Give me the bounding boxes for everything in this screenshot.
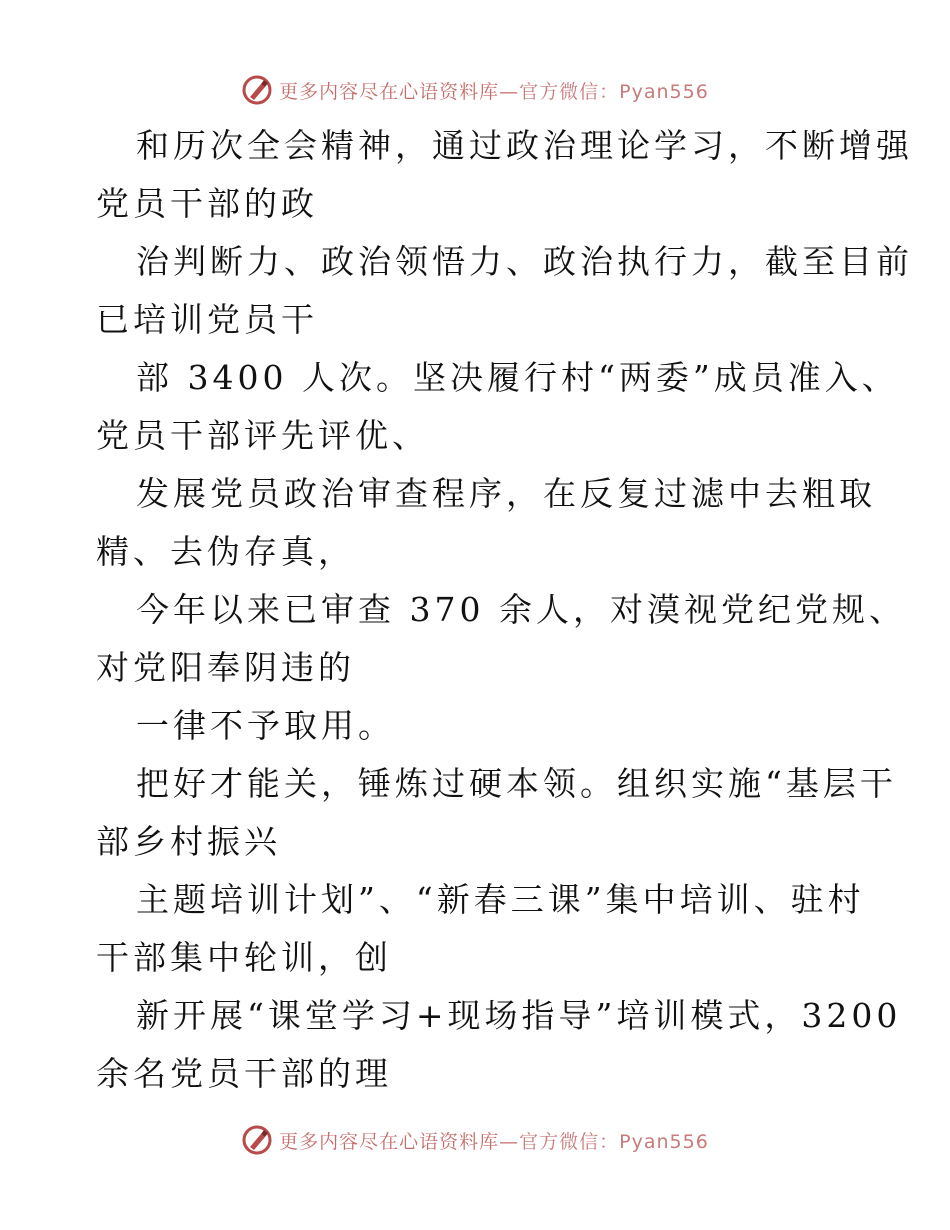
- body-line: 对党阳奉阴违的: [96, 648, 355, 687]
- footer-brand: 更多内容尽在心语资料库: [279, 1130, 500, 1153]
- body-line: 今年以来已审查 370 余人，对漠视党纪党规、: [136, 590, 906, 629]
- body-line: 和历次全会精神，通过政治理论学习，不断增强: [136, 126, 913, 165]
- header-banner: [0, 70, 950, 110]
- body-line: 治判断力、政治领悟力、政治执行力，截至目前: [136, 242, 913, 281]
- body-line: 主题培训计划”、“新春三课”集中培训、驻村: [136, 880, 865, 919]
- body-line: 党员干部评先评优、: [96, 416, 429, 455]
- body-line: 新开展“课堂学习+现场指导”培训模式，3200: [136, 996, 902, 1035]
- body-line: 精、去伪存真，: [96, 532, 355, 571]
- body-line: 一律不予取用。: [136, 706, 395, 745]
- body-line: 已培训党员干: [96, 300, 318, 339]
- footer-banner: [0, 1120, 950, 1160]
- body-line: 余名党员干部的理: [96, 1054, 392, 1093]
- header-contact: —官方微信：Pyan556: [499, 80, 709, 103]
- body-line: 把好才能关，锤炼过硬本领。组织实施“基层干: [136, 764, 897, 803]
- pen-seal-logo-icon: [241, 1124, 273, 1156]
- body-line: 部乡村振兴: [96, 822, 281, 861]
- body-line: 党员干部的政: [96, 184, 318, 223]
- footer-banner-text: [279, 1127, 709, 1154]
- body-line: 部 3400 人次。坚决履行村“两委”成员准入、: [136, 358, 899, 397]
- header-brand: 更多内容尽在心语资料库: [279, 80, 500, 103]
- footer-contact: —官方微信：Pyan556: [499, 1130, 709, 1153]
- body-line: 干部集中轮训，创: [96, 938, 392, 977]
- header-banner-text: [279, 77, 709, 104]
- pen-seal-logo-icon: [241, 74, 273, 106]
- body-line: 发展党员政治审查程序，在反复过滤中去粗取: [136, 474, 876, 513]
